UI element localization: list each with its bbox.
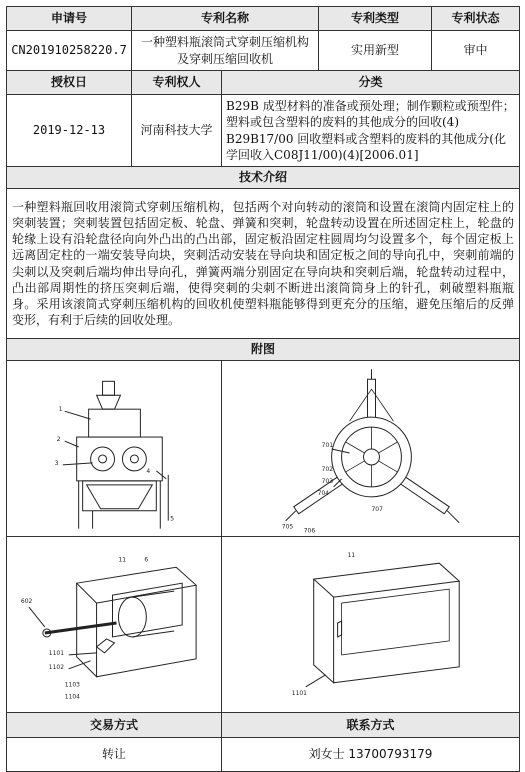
drum-cross-section-figure xyxy=(222,361,519,536)
fig2-label-701: 701 xyxy=(321,442,334,450)
machine-side-view-figure xyxy=(7,361,221,536)
empty-box-figure xyxy=(222,537,519,712)
header-status: 专利状态 xyxy=(432,7,520,31)
fig1-label-4: 4 xyxy=(146,467,151,475)
fig3-label-1103: 1103 xyxy=(64,681,80,689)
tech-description: 一种塑料瓶回收用滚筒式穿刺压缩机构，包括两个对向转动的滚筒和设置在滚筒内固定柱上的突刺装置；突刺装置包括固定板、轮盘、弹簧和突刺，轮盘转动设置在所述固定柱上，轮盘的轮缘上设有沿轮盘径向向外凸出的凸出部，固定板沿固定柱圆周均匀设置多个，每个固定板上远离固定柱的一端安装导向块，突刺活动安装在导向块和固定板之间的导向孔中，突刺前端的尖刺以及突刺后端均伸出导向孔，弹簧两端分别固定在导向块和突刺后端，轮盘转动过程中，凸出部周期性的挤压突刺后端，使得突刺的尖刺不断进出滚筒筒身上的针孔，刺破塑料瓶瓶身。采用该滚筒式穿刺压缩机构的回收机使塑料瓶能够得到更充分的压缩，避免压缩后的反弹变形，有利于后续的回收处理。 xyxy=(7,189,520,339)
trade-method-value: 转让 xyxy=(7,738,222,772)
fig2-label-706: 706 xyxy=(303,527,316,535)
header-app-no: 申请号 xyxy=(7,7,132,31)
classification-value: B29B 成型材料的准备或预处理；制作颗粒或预型件；塑料或包含塑料的废料的其他成分的回收(4) B29B17/00 回收塑料或含塑料的废料的其他成分(化学回收入C08J11/00)(4)[2006.01] xyxy=(222,95,520,167)
header-grant-date: 授权日 xyxy=(7,71,132,95)
header-type: 专利类型 xyxy=(319,7,432,31)
figure-4 xyxy=(222,537,520,713)
fig4-label-1101: 1101 xyxy=(291,689,307,697)
status-value: 审中 xyxy=(432,31,520,71)
fig2-label-707: 707 xyxy=(371,505,383,513)
fig3-label-6: 6 xyxy=(144,556,149,564)
owner-value: 河南科技大学 xyxy=(132,95,222,167)
header-title: 专利名称 xyxy=(132,7,319,31)
header-owner: 专利权人 xyxy=(132,71,222,95)
title-value: 一种塑料瓶滚筒式穿刺压缩机构及穿刺压缩回收机 xyxy=(132,31,319,71)
fig3-label-1104: 1104 xyxy=(64,693,80,701)
figures-header: 附图 xyxy=(7,339,520,361)
header-classification: 分类 xyxy=(222,71,520,95)
header-trade-method: 交易方式 xyxy=(7,713,222,738)
figure-3 xyxy=(7,537,222,713)
fig3-label-602: 602 xyxy=(20,598,33,606)
figure-1 xyxy=(7,361,222,537)
fig1-label-2: 2 xyxy=(56,436,61,444)
fig3-label-1102: 1102 xyxy=(48,663,65,671)
tech-header: 技术介绍 xyxy=(7,167,520,189)
patent-sheet xyxy=(6,6,520,772)
fig3-label-11: 11 xyxy=(118,556,127,564)
type-value: 实用新型 xyxy=(319,31,432,71)
fig2-label-704: 704 xyxy=(317,489,330,497)
contact-method-value: 刘女士 13700793179 xyxy=(222,738,520,772)
fig2-label-705: 705 xyxy=(281,523,294,531)
fig1-label-1: 1 xyxy=(58,406,63,414)
figure-2 xyxy=(222,361,520,537)
drum-box-assembly-figure xyxy=(7,537,221,712)
fig2-label-702: 702 xyxy=(321,465,334,473)
app-no-value: CN201910258220.7 xyxy=(7,31,132,71)
fig1-label-3: 3 xyxy=(54,459,59,467)
header-contact-method: 联系方式 xyxy=(222,713,520,738)
fig1-label-5: 5 xyxy=(170,515,175,523)
fig2-label-703: 703 xyxy=(321,477,334,485)
fig4-label-11: 11 xyxy=(347,552,356,560)
grant-date-value: 2019-12-13 xyxy=(7,95,132,167)
fig3-label-1101: 1101 xyxy=(48,649,65,657)
